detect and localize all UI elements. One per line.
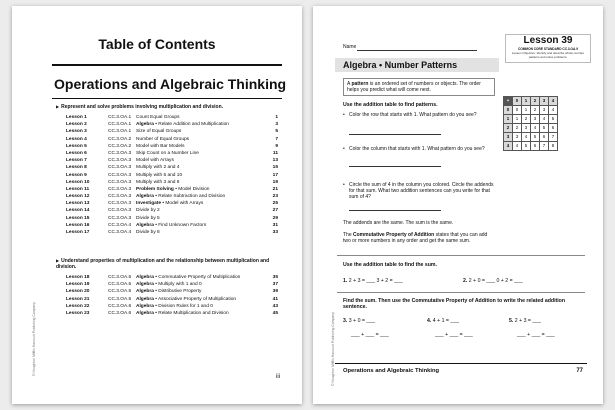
lesson-title: Algebra • Relate Subtraction and Division [136,194,226,200]
lesson-number: Lesson 16 [66,222,90,228]
lesson-number: Lesson 11 [66,186,90,192]
lesson-title [136,179,179,186]
lesson-number: Lesson 1 [66,115,87,120]
lesson-title-text: Division Rules for 1 and 0 [158,303,213,309]
header-cell: 0 [513,97,522,106]
standard-code: CC.3.OA.6 [108,310,132,316]
toc-row [66,303,278,310]
answer-line [349,134,441,135]
lesson-title-text: Size of Equal Groups [136,129,182,135]
toc-row [66,229,278,236]
lesson-title: Algebra • Find Unknown Factors [136,222,207,228]
page-ref: 5 [275,129,278,135]
page-ref: 45 [272,310,278,316]
lesson-number: Lesson 6 [66,150,87,156]
toc-row [66,281,278,288]
page-ref: 41 [272,296,278,302]
lesson-title-text: Model with Bar Models [136,143,185,149]
table-heading: Use the addition table to find patterns. [343,102,438,108]
lesson-prefix: Algebra [136,303,154,309]
row-header-cell: 4 [504,142,513,151]
lesson-list-2 [66,274,278,317]
page-ref: 19 [272,179,278,185]
lesson-number: Lesson 3 [66,129,87,135]
lesson-title-text: Distributive Property [158,289,202,295]
standard-code: CC.3.OA.6 [108,303,132,309]
toc-page [12,6,302,404]
lesson-tag [505,34,591,63]
lesson-title-text: Commutative Property of Multiplication [158,275,241,280]
standard-code: CC.3.OA.3 [108,186,132,192]
toc-row [66,310,278,317]
answer-line [349,210,441,211]
sum-cell: 3 [522,124,531,133]
sum-cell: 3 [531,115,540,124]
toc-row [66,128,278,135]
lesson-title: Investigate • Model with Arrays [136,201,204,207]
toc-row [66,150,278,157]
question-1: • Color the row that starts with 1. What pattern do you see? [343,112,477,118]
problem-2: 2. 2 + 0 = ___ 0 + 2 = ___ [463,278,523,284]
lesson-title [136,136,189,143]
toc-row [66,157,278,164]
plus-cell: + [504,97,513,106]
row-header-cell: 0 [504,106,513,115]
toc-row [66,200,278,207]
title-divider [52,64,282,66]
standard-code: CC.3.OA.5 [108,282,132,288]
sum-cell: 3 [540,106,549,115]
lesson-title: Algebra • Distributive Property [136,289,202,295]
lesson-number: Lesson 13 [66,201,90,207]
addends-statement: The addends are the same. The sum is the same. [343,220,454,226]
lesson-title-text: Divide by 2 [136,208,160,214]
toc-row [66,179,278,186]
page-number-left: iii [276,374,280,380]
group-heading-1: ▶ Represent and solve problems involving multiplication and division. [56,104,224,110]
page-ref: 3 [275,122,278,128]
lesson-number: Lesson 15 [66,215,90,221]
toc-row [66,274,278,281]
lesson-title: Algebra • Division Rules for 1 and 0 [136,303,213,309]
sum-cell: 2 [522,115,531,124]
lesson-number: Lesson 22 [66,303,90,309]
toc-row [66,164,278,171]
sum-cell: 5 [549,115,558,124]
page-number-right: 77 [576,368,583,374]
header-cell: 2 [531,97,540,106]
section-divider [52,98,282,99]
page-ref: 1 [275,115,278,120]
lesson-title: Problem Solving • Model Division [136,186,210,192]
lesson-title-text: Model Division [178,186,210,192]
sum-cell: 4 [522,133,531,142]
sum-cell: 2 [513,124,522,133]
toc-row [66,121,278,128]
page-ref: 29 [272,215,278,221]
standard-code: CC.3.OA.3 [108,150,132,156]
lesson-prefix: Algebra [136,194,154,200]
lesson-number: Lesson 10 [66,179,90,185]
sum-cell: 1 [513,115,522,124]
section-title: Operations and Algebraic Thinking [54,76,287,92]
lesson-title [136,164,179,171]
lesson-title: Algebra • Number Patterns [335,58,499,72]
sum-cell: 7 [549,133,558,142]
sum-cell: 4 [531,124,540,133]
lesson-prefix: Algebra [136,275,154,280]
lesson-title-text: Count Equal Groups [136,115,180,120]
page-ref: 25 [272,201,278,207]
page-ref: 7 [275,136,278,142]
standard-code: CC.3.OA.1 [108,129,132,135]
sum-cell: 4 [540,115,549,124]
page-ref: 43 [272,303,278,309]
lesson-heading: Lesson 39 [523,35,573,46]
lesson-number: Lesson 8 [66,165,87,171]
toc-row [66,288,278,295]
section-divider [337,255,585,256]
lesson-number: Lesson 2 [66,122,87,128]
name-line [357,50,477,51]
header-cell: 4 [549,97,558,106]
toc-row [66,136,278,143]
lesson-number: Lesson 5 [66,143,87,149]
toc-row [66,186,278,193]
lesson-number: Lesson 18 [66,275,90,280]
lesson-title-text: Multiply with 2 and 4 [136,165,180,171]
lesson-prefix: Problem Solving [136,186,174,192]
lesson-prefix: Algebra [136,222,154,228]
sum-cell: 1 [522,106,531,115]
sum-cell: 3 [513,133,522,142]
standard-code: CC.3.OA.5 [108,275,132,280]
standard-code: CC.3.OA.1 [108,115,132,120]
standard-code: CC.3.OA.3 [108,179,132,185]
lesson-title [136,229,160,236]
lesson-title-text: Find Unknown Factors [158,222,207,228]
lesson-title-text: Associative Property of Multiplication [157,296,237,302]
page-ref: 23 [272,194,278,200]
lesson-title [136,114,179,121]
lesson-title-text: Divide by 5 [136,215,160,221]
lesson-number: Lesson 21 [66,296,90,302]
problem-4: 4. 4 + 1 = ___ [427,318,460,324]
standard-code: CC.3.OA.3 [108,215,132,221]
lesson-objective: Lesson Objective: Identify and describe whole-number patterns and solve problems. [511,51,585,59]
lesson-title-text: Model with Arrays [165,201,204,207]
name-label: Name [343,44,357,50]
lesson-title [136,172,182,179]
lesson-number: Lesson 23 [66,310,90,316]
toc-row [66,296,278,303]
sum-cell: 4 [549,106,558,115]
lesson-number: Lesson 20 [66,289,90,295]
lesson-title: Algebra • Associative Property of Multiplication [136,296,237,302]
question-3: • Circle the sum of 4 in the column you colored. Circle the addends for that sum. What two addition sentences can you write for that sum of 4? [343,182,494,201]
standard-code: CC.3.OA.2 [108,136,132,142]
lesson-number: Lesson 12 [66,194,90,200]
sum-cell: 5 [531,133,540,142]
page-ref: 11 [272,150,278,156]
group-heading-2: ▶ Understand properties of multiplication and the relationship between multiplication and division. [56,258,270,271]
toc-row [66,114,278,121]
problem-3: 3. 3 + 0 = ___ [343,318,376,324]
lesson-number: Lesson 19 [66,282,90,288]
standard-code: CC.3.OA.3 [108,165,132,171]
lesson-title-text: Divide by 8 [136,230,160,235]
sum-cell: 6 [549,124,558,133]
sum-cell: 5 [522,142,531,151]
lesson-title-text: Skip Count on a Number Line [136,150,199,156]
lesson-number: Lesson 17 [66,230,90,235]
lesson-title [136,215,160,222]
toc-row [66,172,278,179]
standard-code: CC.3.OA.2 [108,143,132,149]
lesson-prefix: Investigate [136,201,162,207]
related-sentence-5: ___ + ___ = ___ [517,332,555,338]
lesson-prefix: Algebra [136,296,154,302]
problem-1: 1. 2 + 3 = ___ 3 + 2 = ___ [343,278,403,284]
lesson-title [136,157,174,164]
related-sentence-4: ___ + ___ = ___ [435,332,473,338]
find-sum-heading: Find the sum. Then use the Commutative Property of Addition to write the related addition sentence. [343,298,566,311]
lesson-title-text: Model with Arrays [136,158,174,164]
use-table-heading: Use the addition table to find the sum. [343,262,437,268]
page-ref: 9 [275,143,278,149]
row-header-cell: 3 [504,133,513,142]
standard-code: CC.3.OA.5 [108,289,132,295]
page-ref: 35 [272,275,278,280]
copyright-left: © Houghton Mifflin Harcourt Publishing Company [32,302,36,376]
lesson-title: Algebra • Commutative Property of Multiplication [136,275,241,280]
page-ref: 17 [272,172,278,178]
standard-code: CC.3.OA.3 [108,158,132,164]
toc-row [66,222,278,229]
standard-code: CC.3.OA.4 [108,222,132,228]
lesson-title [136,150,199,157]
footer-divider [335,363,587,364]
page-ref: 21 [272,186,278,192]
page-ref: 37 [272,282,278,288]
page-title: Table of Contents [98,36,216,52]
common-core-standard: COMMON CORE STANDARD CC.3.OA.9 [518,47,578,51]
lesson-prefix: Algebra [136,289,154,295]
lesson-title-text: Multiply with 1 and 0 [158,282,202,288]
lesson-prefix: Algebra [136,310,154,316]
toc-row [66,143,278,150]
lesson-title [136,207,160,214]
lesson-title-text: Relate Subtraction and Division [158,194,226,200]
related-sentence-3: ___ + ___ = ___ [351,332,389,338]
standard-code: CC.3.OA.3 [108,208,132,214]
lesson-title-text: Multiply with 5 and 10 [136,172,183,178]
standard-code: CC.3.OA.3 [108,201,132,207]
row-header-cell: 2 [504,124,513,133]
section-divider [337,292,585,293]
lesson-title: Algebra • Relate Addition and Multiplication [136,122,229,128]
addition-table [503,96,558,151]
sum-cell: 8 [549,142,558,151]
page-ref: 31 [272,222,278,228]
problem-5: 5. 2 + 3 = ___ [509,318,542,324]
definition-box: A pattern is an ordered set of numbers or objects. The order helps you predict what will come next. [343,78,495,96]
sum-cell: 5 [540,124,549,133]
page-ref: 27 [272,208,278,214]
copyright-right: © Houghton Mifflin Harcourt Publishing Company [331,312,335,386]
lesson-title: Algebra • Multiply with 1 and 0 [136,282,202,288]
lesson-list-1 [66,114,278,236]
commutative-property: The Commutative Property of Addition states that you can add two or more numbers in any order and get the same sum. [343,232,488,245]
standard-code: CC.3.OA.5 [108,296,132,302]
standard-code: CC.3.OA.3 [108,172,132,178]
sum-cell: 4 [513,142,522,151]
standard-code: CC.3.OA.4 [108,230,132,235]
toc-row [66,207,278,214]
lesson-title [136,143,185,150]
lesson-title-text: Relate Multiplication and Division [158,310,229,316]
answer-line [349,166,441,167]
lesson-title: Algebra • Relate Multiplication and Division [136,310,229,316]
lesson-title [136,128,181,135]
sum-cell: 2 [531,106,540,115]
lesson-title-text: Number of Equal Groups [136,136,190,142]
lesson-number: Lesson 14 [66,208,90,214]
lesson-title-text: Relate Addition and Multiplication [158,122,229,128]
lesson-number: Lesson 9 [66,172,87,178]
lesson-prefix: Algebra [136,282,154,288]
page-ref: 39 [272,289,278,295]
page-ref: 13 [272,158,278,164]
page-ref: 15 [272,165,278,171]
standard-code: CC.3.OA.3 [108,194,132,200]
lesson-page [313,6,603,404]
header-cell: 1 [522,97,531,106]
footer-unit-title: Operations and Algebraic Thinking [343,368,440,374]
toc-row [66,193,278,200]
toc-row [66,215,278,222]
lesson-prefix: Algebra [136,122,154,128]
lesson-title-text: Multiply with 3 and 6 [136,179,180,185]
sum-cell: 6 [540,133,549,142]
header-cell: 3 [540,97,549,106]
sum-cell: 7 [540,142,549,151]
question-2: • Color the column that starts with 1. What pattern do you see? [343,146,485,152]
sum-cell: 6 [531,142,540,151]
lesson-number: Lesson 4 [66,136,87,142]
standard-code: CC.3.OA.1 [108,122,132,128]
lesson-number: Lesson 7 [66,158,87,164]
page-ref: 33 [272,230,278,235]
sum-cell: 0 [513,106,522,115]
row-header-cell: 1 [504,115,513,124]
